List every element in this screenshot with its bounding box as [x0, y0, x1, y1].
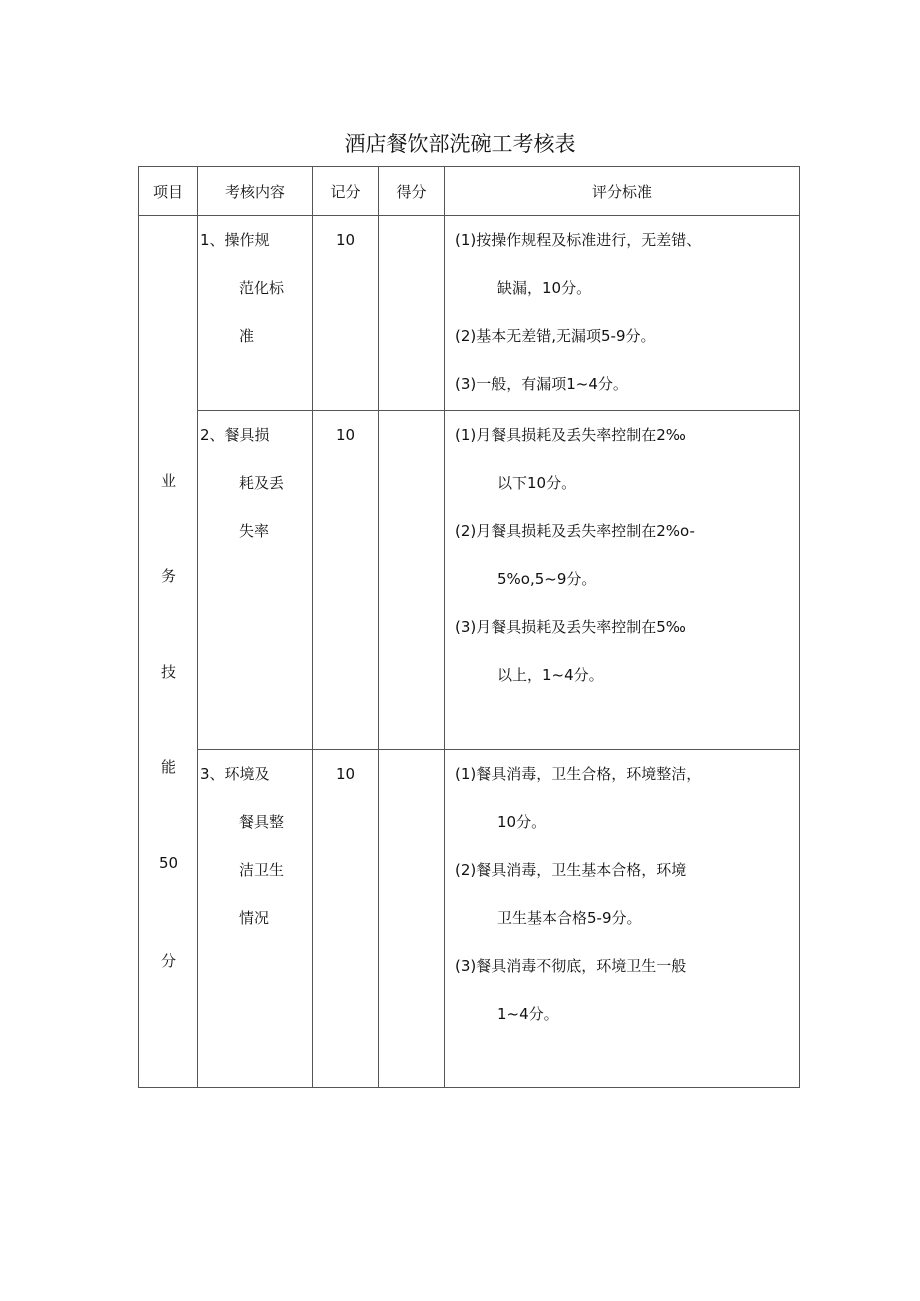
project-char: 50: [158, 854, 179, 872]
content-line: 范化标: [239, 279, 285, 297]
score-cell: [313, 216, 379, 411]
criteria-line: (2)基本无差错,无漏项5-9分。: [455, 327, 656, 345]
content-line: 餐具整: [239, 812, 285, 831]
table-row: [139, 411, 800, 749]
content-cell: [198, 749, 313, 1087]
criteria-line: 卫生基本合格5-9分。: [497, 908, 642, 927]
project-char: 业: [160, 472, 176, 490]
criteria-line: 以上，1~4分。: [497, 666, 604, 685]
project-char: 分: [160, 952, 176, 970]
header-project: 项目: [139, 167, 198, 216]
project-char: 技: [160, 663, 176, 681]
got-cell[interactable]: [379, 749, 445, 1087]
score-cell: [313, 411, 379, 749]
content-line: 情况: [239, 908, 270, 927]
project-char: 能: [160, 758, 176, 776]
criteria-line: (3)餐具消毒不彻底，环境卫生一般: [455, 956, 687, 975]
score-value: 10: [335, 231, 356, 249]
table-header-row: [139, 167, 800, 216]
criteria-cell: [445, 411, 800, 749]
assessment-table: [138, 166, 800, 1088]
criteria-line: 1~4分。: [497, 1004, 559, 1023]
project-cell: [139, 216, 198, 1088]
content-line: 失率: [239, 522, 270, 541]
header-content: 考核内容: [198, 167, 313, 216]
header-criteria: 评分标准: [445, 167, 800, 216]
header-score: 记分: [313, 167, 379, 216]
criteria-line: (1)餐具消毒，卫生合格，环境整洁，: [455, 764, 702, 783]
content-cell: [198, 216, 313, 411]
criteria-line: (1)按操作规程及标准进行，无差错、: [455, 231, 702, 249]
content-line: 洁卫生: [239, 860, 285, 879]
got-cell[interactable]: [379, 216, 445, 411]
content-cell: [198, 411, 313, 749]
content-line: 2、餐具损: [200, 426, 270, 445]
content-line: 准: [239, 327, 255, 345]
criteria-line: (2)餐具消毒，卫生基本合格，环境: [455, 860, 687, 879]
content-line: 3、环境及: [200, 764, 270, 783]
table-row: [139, 216, 800, 411]
header-got: 得分: [379, 167, 445, 216]
got-cell[interactable]: [379, 411, 445, 749]
criteria-line: (2)月餐具损耗及丢失率控制在2%o-: [455, 522, 695, 541]
score-value: 10: [335, 426, 356, 445]
project-char: 务: [160, 567, 176, 585]
criteria-line: (1)月餐具损耗及丢失率控制在2‰: [455, 426, 686, 445]
criteria-line: 以下10分。: [497, 474, 577, 493]
criteria-cell: [445, 216, 800, 411]
criteria-line: 5%o,5~9分。: [497, 570, 597, 589]
content-line: 耗及丢: [239, 474, 285, 493]
content-line: 1、操作规: [200, 231, 270, 249]
criteria-line: (3)一般，有漏项1~4分。: [455, 375, 628, 393]
criteria-line: (3)月餐具损耗及丢失率控制在5‰: [455, 618, 686, 637]
table-row: [139, 749, 800, 1087]
page-title: 酒店餐饮部洗碗工考核表: [344, 132, 576, 156]
score-value: 10: [335, 764, 356, 783]
criteria-cell: [445, 749, 800, 1087]
score-cell: [313, 749, 379, 1087]
criteria-line: 缺漏，10分。: [497, 279, 592, 297]
criteria-line: 10分。: [497, 812, 547, 831]
